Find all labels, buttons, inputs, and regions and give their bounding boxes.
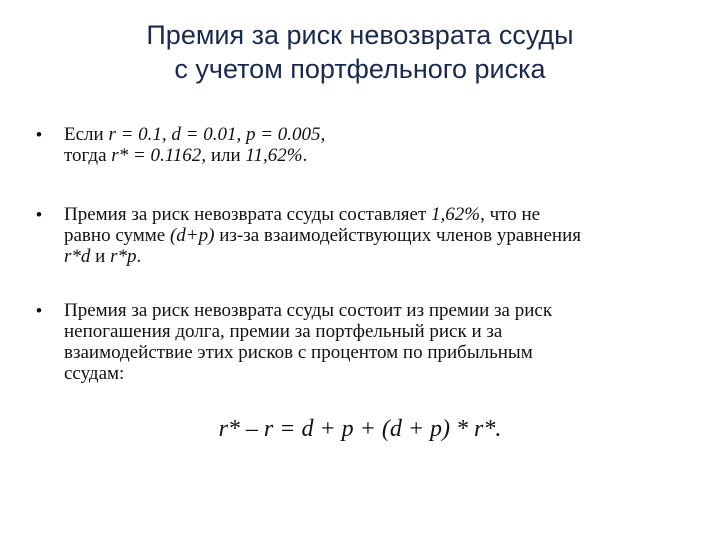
text-run: . <box>136 246 142 267</box>
text-run: Если <box>64 124 109 145</box>
bullet-line <box>64 246 684 267</box>
bullet-marker: • <box>36 125 42 144</box>
formula: r* – r = d + p + (d + p) * r*. <box>218 416 502 442</box>
bullet-line <box>64 145 684 166</box>
slide-title <box>60 18 660 86</box>
bullet-line: взаимодействие этих рисков с процентом по прибыльным <box>64 342 533 363</box>
math-result: r* = 0.1162 <box>111 145 202 166</box>
text-run: , или <box>201 145 246 166</box>
text-run: из-за взаимодействующих членов уравнения <box>214 225 581 246</box>
bullet-marker: • <box>36 301 42 320</box>
text-run: и <box>90 246 111 267</box>
math-term: r*d <box>64 246 91 267</box>
bullet-marker: • <box>36 205 42 224</box>
bullet-line <box>64 225 684 246</box>
text-run: тогда <box>64 145 112 166</box>
bullet-line <box>64 124 684 145</box>
math-term: r*p <box>110 246 137 267</box>
text-run: равно сумме <box>64 225 170 246</box>
bullet-text <box>64 300 684 384</box>
math-expr: (d+p) <box>169 225 215 246</box>
text-run: , что не <box>480 204 541 225</box>
text-run: Премия за риск невозврата ссуды составляет <box>64 204 432 225</box>
math-percent: 11,62% <box>245 145 303 166</box>
text-run: . <box>302 145 308 166</box>
math-values: r = 0.1, d = 0.01, p = 0.005, <box>108 124 326 145</box>
bullet-line: непогашения долга, премии за портфельный риск и за <box>64 321 503 342</box>
bullet-line <box>64 204 684 225</box>
title-line-1: Премия за риск невозврата ссуды <box>146 20 574 50</box>
math-value: 1,62% <box>431 204 481 225</box>
bullet-text <box>64 204 684 267</box>
title-line-2: с учетом портфельного риска <box>174 54 546 84</box>
bullet-line: ссудам: <box>64 363 125 384</box>
bullet-text <box>64 124 684 166</box>
bullet-line: Премия за риск невозврата ссуды состоит из премии за риск <box>64 300 553 321</box>
